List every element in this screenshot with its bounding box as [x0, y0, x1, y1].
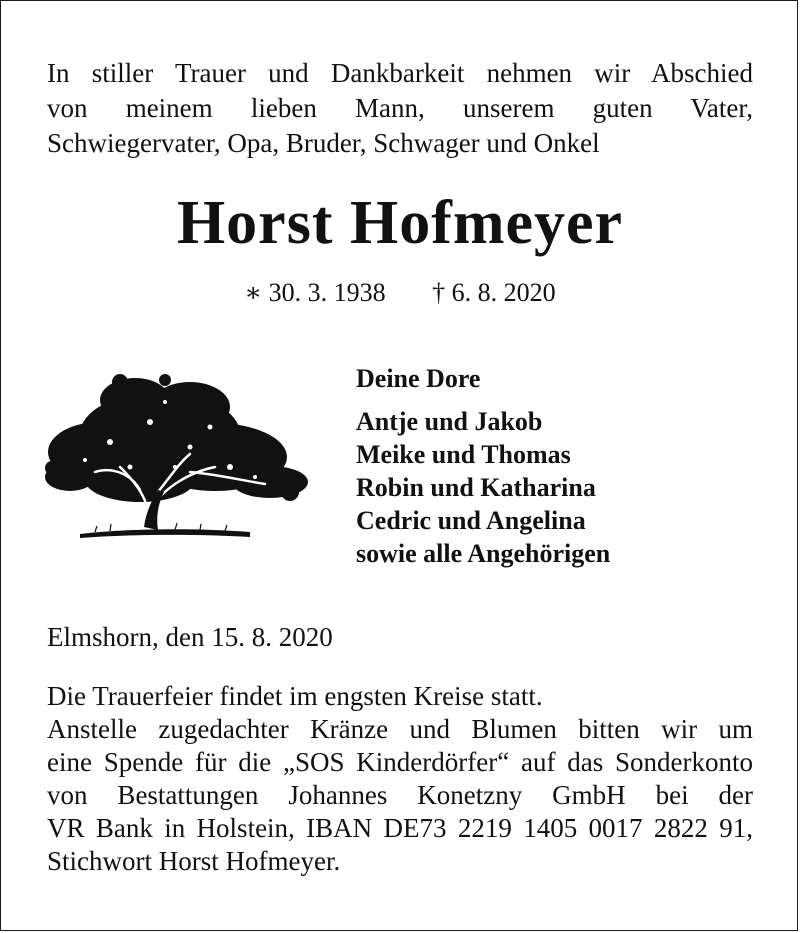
- tree-icon: [40, 372, 315, 547]
- intro-line: von meinem lieben Mann, unserem guten Vater,: [47, 93, 753, 123]
- family-member: Meike und Thomas: [356, 440, 571, 469]
- family-member: Antje und Jakob: [356, 407, 543, 436]
- notice-line: Die Trauerfeier findet im engsten Kreise statt.: [47, 681, 543, 711]
- life-dates: [0, 278, 800, 308]
- notice-line: Stichwort Horst Hofmeyer.: [47, 846, 341, 876]
- birth-date: ∗ 30. 3. 1938: [244, 278, 386, 307]
- place-date: Elmshorn, den 15. 8. 2020: [47, 622, 333, 652]
- spouse-name: Deine Dore: [356, 364, 481, 393]
- notice-line: Anstelle zugedachter Kränze und Blumen bitten wir um: [47, 714, 753, 744]
- notice-line: von Bestattungen Johannes Konetzny GmbH bei der: [47, 780, 753, 810]
- death-date: † 6. 8. 2020: [432, 278, 556, 307]
- intro-line: Schwiegervater, Opa, Bruder, Schwager und Onkel: [47, 128, 600, 158]
- funeral-notice: [47, 680, 753, 878]
- intro-text: [47, 56, 753, 161]
- notice-line: eine Spende für die „SOS Kinderdörfer“ auf das Sonderkonto: [47, 747, 753, 777]
- family-list: [356, 362, 610, 570]
- intro-line: In stiller Trauer und Dankbarkeit nehmen wir Abschied: [47, 58, 753, 88]
- notice-line: VR Bank in Holstein, IBAN DE73 2219 1405 0017 2822 91,: [47, 813, 753, 843]
- deceased-name: Horst Hofmeyer: [176, 189, 624, 257]
- family-member: Cedric und Angelina: [356, 506, 586, 535]
- family-member: Robin und Katharina: [356, 473, 596, 502]
- family-member: sowie alle Angehörigen: [356, 539, 611, 568]
